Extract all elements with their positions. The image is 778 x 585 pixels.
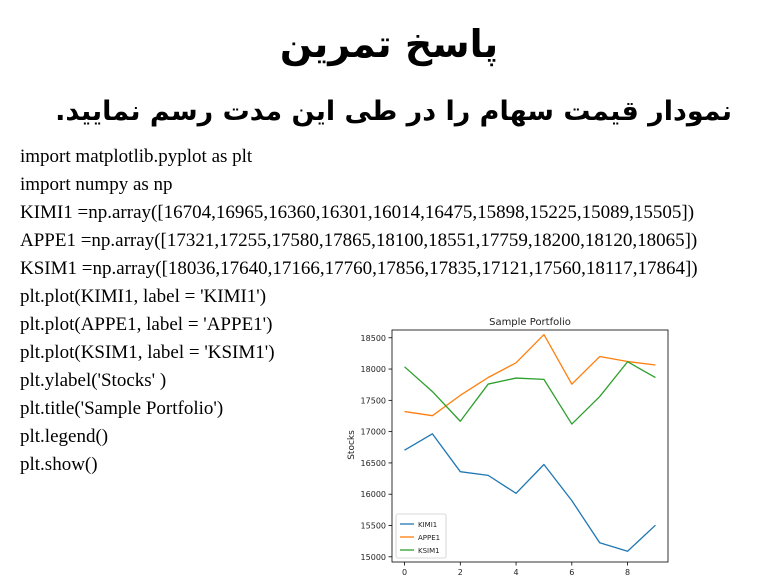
- code-line: plt.plot(APPE1, label = 'APPE1'): [20, 314, 273, 335]
- question-text: نمودار قیمت سهام را در طی این مدت رسم نمایید.: [55, 96, 732, 127]
- y-tick-label: 16500: [360, 458, 386, 468]
- y-tick-label: 16000: [360, 490, 386, 500]
- code-line: plt.plot(KIMI1, label = 'KIMI1'): [20, 286, 267, 307]
- y-tick-label: 17000: [360, 427, 386, 437]
- code-line: KIMI1 =np.array([16704,16965,16360,16301,16014,16475,15898,15225,15089,15505]): [20, 202, 695, 223]
- y-tick-label: 18000: [360, 365, 386, 375]
- y-tick-label: 17500: [360, 396, 386, 406]
- slide-title: پاسخ تمرین: [279, 22, 499, 66]
- legend-label: KSIM1: [418, 547, 440, 555]
- x-tick-label: 6: [569, 568, 575, 577]
- code-line: import matplotlib.pyplot as plt: [20, 146, 253, 167]
- code-line: KSIM1 =np.array([18036,17640,17166,17760,17856,17835,17121,17560,18117,17864]): [20, 258, 698, 279]
- code-line: import numpy as np: [20, 174, 173, 195]
- legend-label: KIMI1: [418, 521, 438, 529]
- y-tick-label: 15000: [360, 552, 386, 562]
- x-tick-label: 0: [401, 568, 408, 577]
- code-line: plt.ylabel('Stocks' ): [20, 370, 167, 391]
- chart-title: Sample Portfolio: [489, 317, 571, 328]
- series-line-ksim1: [405, 362, 656, 424]
- code-line: plt.show(): [20, 454, 98, 475]
- code-line: plt.plot(KSIM1, label = 'KSIM1'): [20, 342, 275, 363]
- x-tick-label: 2: [457, 568, 463, 577]
- y-tick-label: 18500: [360, 333, 386, 343]
- legend-label: APPE1: [418, 534, 441, 542]
- series-line-appe1: [405, 335, 656, 416]
- x-tick-label: 8: [625, 568, 631, 577]
- code-line: plt.title('Sample Portfolio'): [20, 398, 224, 419]
- y-axis-label: Stocks: [347, 430, 357, 460]
- y-tick-label: 15500: [360, 521, 386, 531]
- line-chart: [340, 308, 670, 578]
- x-tick-label: 4: [513, 568, 519, 577]
- code-line: plt.legend(): [20, 426, 109, 447]
- code-line: APPE1 =np.array([17321,17255,17580,17865,18100,18551,17759,18200,18120,18065]): [20, 230, 698, 251]
